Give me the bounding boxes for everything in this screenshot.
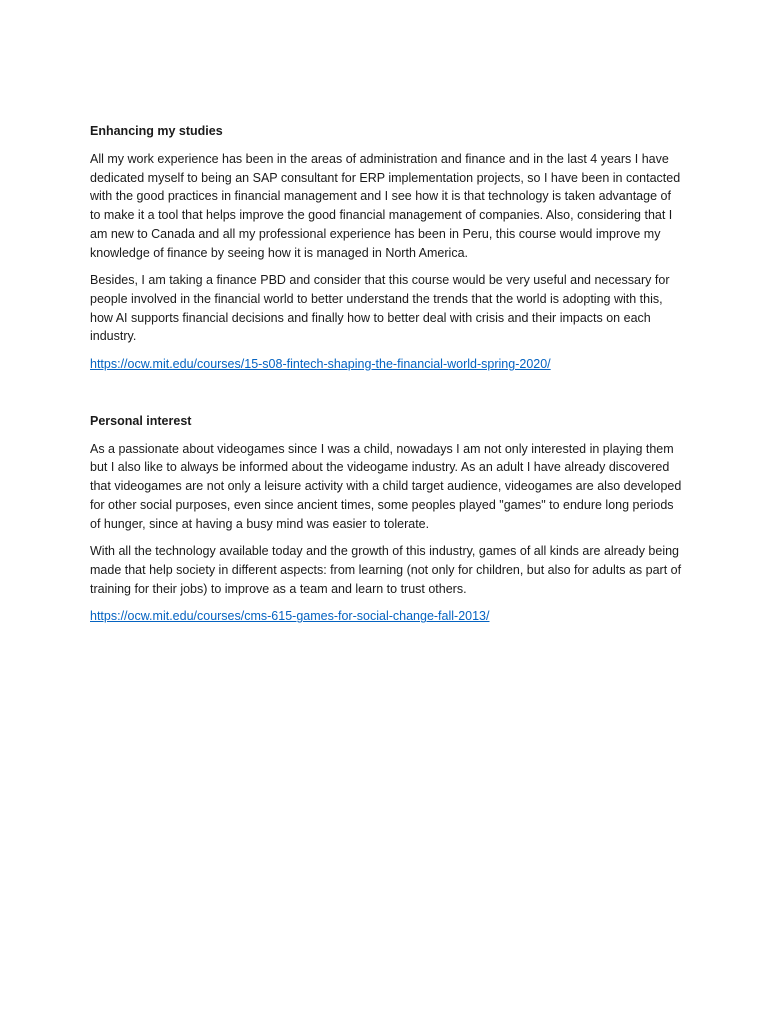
section-enhancing-studies	[90, 122, 682, 374]
course-link-games[interactable]: https://ocw.mit.edu/courses/cms-615-games-for-social-change-fall-2013/	[90, 609, 490, 624]
paragraph: All my work experience has been in the areas of administration and finance and in the last 4 years I have dedicated myself to being an SAP consultant for ERP implementation projects, so I have been in contacted with the good practices in financial management and I see how it is that technology is taken advantage of to make it a tool that helps improve the good financial management of companies. Also, considering that I am new to Canada and all my professional experience has been in Peru, this course would improve my knowledge of finance by seeing how it is managed in North America.	[90, 152, 681, 260]
document-page	[90, 122, 682, 626]
section-spacer	[90, 374, 682, 412]
paragraph: Besides, I am taking a finance PBD and consider that this course would be very useful and necessary for people involved in the financial world to better understand the trends that the world is adopting with this, how AI supports financial decisions and finally how to better deal with crisis and their impacts on each industry.	[90, 273, 670, 344]
paragraph: As a passionate about videogames since I was a child, nowadays I am not only interested in playing them but I also like to always be informed about the videogame industry. As an adult I have already discovered that videogames are not only a leisure activity with a child target audience, videogames are also developed for other social purposes, even since ancient times, some peoples played "games" to endure long periods of hunger, since at having a busy mind was easier to tolerate.	[90, 441, 682, 531]
paragraph: With all the technology available today and the growth of this industry, games of all kinds are already being made that help society in different aspects: from learning (not only for children, but also for adults as part of training for their jobs) to improve as a team and learn to trust others.	[90, 544, 682, 596]
course-link-fintech[interactable]: https://ocw.mit.edu/courses/15-s08-fintech-shaping-the-financial-world-spring-2020/	[90, 357, 551, 372]
section-heading: Personal interest	[90, 413, 192, 428]
section-personal-interest	[90, 412, 682, 626]
section-heading: Enhancing my studies	[90, 124, 223, 138]
